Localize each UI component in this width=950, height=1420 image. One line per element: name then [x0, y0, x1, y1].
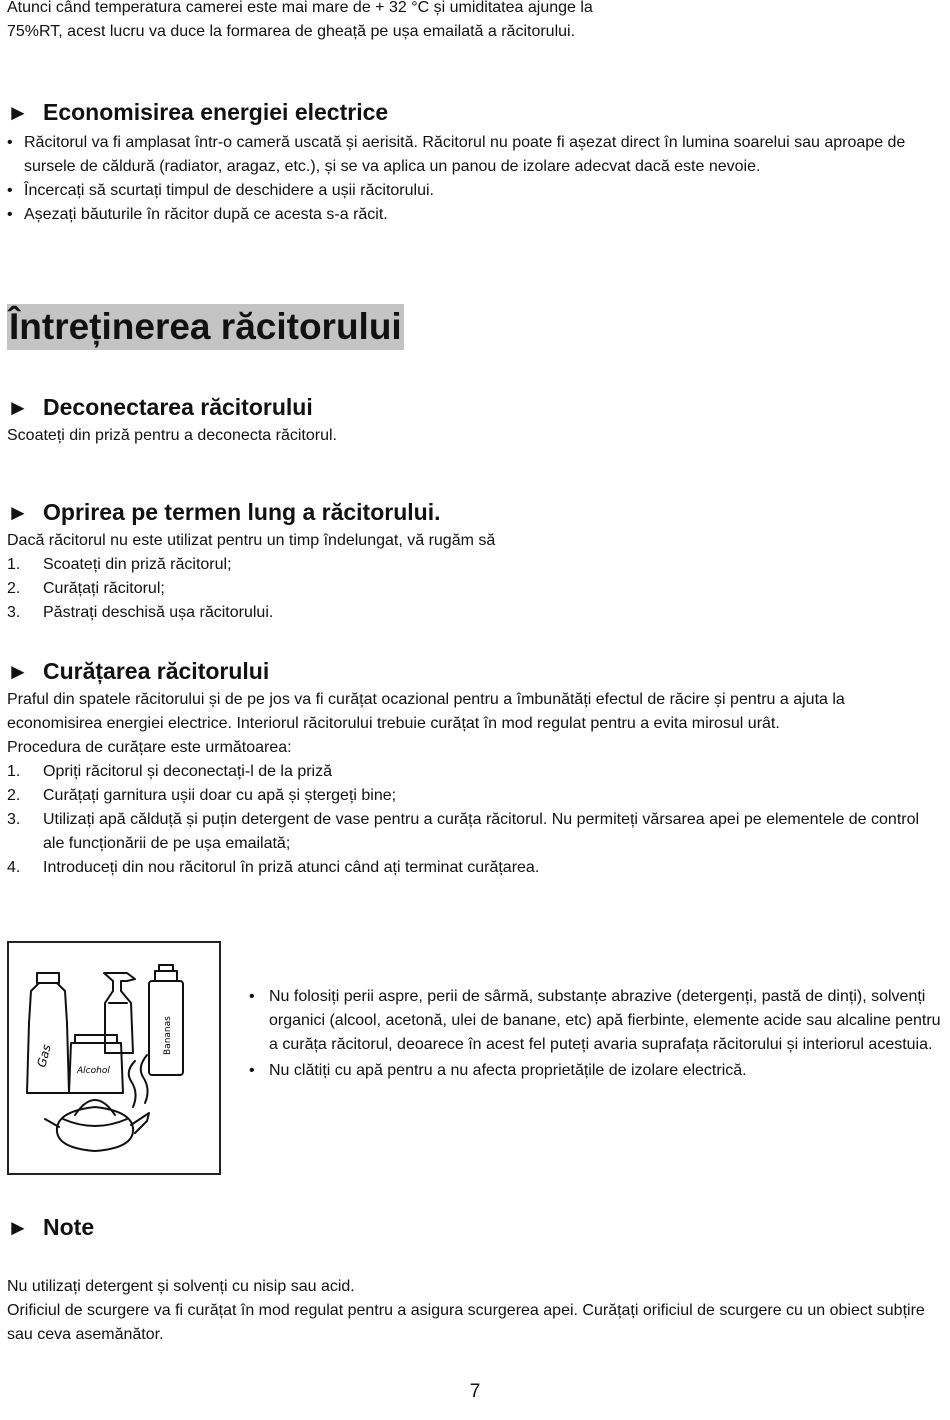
maintenance-heading: Întreținerea răcitorului	[7, 304, 404, 350]
note-title: Note	[43, 1214, 95, 1240]
longstop-intro: Dacă răcitorul nu este utilizat pentru un timp îndelungat, vă rugăm să	[7, 532, 496, 549]
energy-heading	[7, 98, 942, 127]
step-number: 2.	[7, 787, 21, 804]
energy-title: Economisirea energiei electrice	[43, 99, 389, 125]
arrow-icon: ►	[7, 659, 29, 684]
step-text: Utilizați apă călduță și puțin detergent de vase pentru a curăța răcitorul. Nu permiteți vărsarea apei pe elementele de control ale funcționării de pe ușa emailată;	[43, 811, 920, 852]
warning-1: • Nu folosiți perii aspre, perii de sârmă, substanțe abrazive (detergenți, pastă de dinți), solvenți organici (alcool, acetonă, ulei de banane, etc) apă fierbinte, elemente acide sau alcaline pentru a curăța răcitorul, deoarece în acest fel puteți avaria suprafața răcitorului și interiorul acestuia.	[249, 985, 945, 1057]
alcohol-label: Alcohol	[77, 1066, 110, 1076]
note-line-1: Nu utilizați detergent și solvenți cu nisip sau acid.	[7, 1278, 355, 1295]
cleaning-para-1: Praful din spatele răcitorului și de pe jos va fi curățat ocazional pentru a îmbunătăți efectul de răcire și pentru a ajuta la economisirea energiei electrice. Interiorul răcitorului trebuie curățat în mod regulat pentru a evita mirosul urât.	[7, 691, 845, 732]
arrow-icon: ►	[7, 100, 29, 125]
longstop-heading	[7, 498, 942, 527]
energy-bullet-3: • Așezați băuturile în răcitor după ce acesta s-a răcit.	[7, 203, 942, 227]
step-text: Scoateți din priză răcitorul;	[43, 556, 232, 573]
step-number: 2.	[7, 580, 21, 597]
cleaning-step-2	[7, 784, 942, 808]
energy-bullet-1: • Răcitorul va fi amplasat într-o cameră uscată și aerisită. Răcitorul nu poate fi așezat direct în lumina soarelui sau aproape de sursele de căldură (radiator, aragaz, etc.), și se va aplica un panou de izolare adecvat dacă este nevoie.	[7, 131, 942, 179]
step-number: 3.	[7, 604, 21, 621]
cleaning-body	[7, 688, 942, 880]
step-text: Curățați răcitorul;	[43, 580, 165, 597]
longstop-body	[7, 529, 942, 625]
disconnect-title: Deconectarea răcitorului	[43, 394, 313, 420]
cleaning-step-4	[7, 856, 942, 880]
step-number: 4.	[7, 859, 21, 876]
longstop-title: Oprirea pe termen lung a răcitorului.	[43, 499, 441, 525]
gas-label: Gas	[34, 1043, 54, 1069]
step-number: 3.	[7, 811, 21, 828]
cleaning-heading	[7, 657, 942, 686]
step-text: Opriți răcitorul și deconectați-l de la priză	[43, 763, 333, 780]
step-text: Curățați garnitura ușii doar cu apă și ștergeți bine;	[43, 787, 397, 804]
energy-bullet-2: • Încercați să scurtați timpul de deschidere a ușii răcitorului.	[7, 179, 942, 203]
note-heading	[7, 1213, 942, 1242]
intro-line-2: 75%RT, acest lucru va duce la formarea de gheață pe ușa emailată a răcitorului.	[7, 23, 576, 40]
step-text: Introduceți din nou răcitorul în priză atunci când ați terminat curățarea.	[43, 859, 540, 876]
cleaning-products-icon	[9, 943, 219, 1173]
disconnect-body	[7, 424, 942, 448]
disconnect-heading	[7, 393, 942, 422]
cleaning-products-illustration	[7, 941, 221, 1175]
warning-list	[249, 985, 945, 1083]
note-line-2: Orificiul de scurgere va fi curățat în mod regulat pentru a asigura scurgerea apei. Curățați orificiul de scurgere cu un obiect subțire sau ceva asemănător.	[7, 1302, 925, 1343]
energy-bullets	[7, 131, 942, 227]
bananas-label: Bananas	[163, 1016, 173, 1055]
cleaning-step-1	[7, 760, 942, 784]
arrow-icon: ►	[7, 500, 29, 525]
page-number: 7	[469, 1381, 481, 1402]
cleaning-title: Curățarea răcitorului	[43, 658, 270, 684]
note-body	[7, 1275, 942, 1347]
step-text: Păstrați deschisă ușa răcitorului.	[43, 604, 274, 621]
cleaning-para-2: Procedura de curățare este următoarea:	[7, 739, 292, 756]
cleaning-step-3	[7, 808, 942, 856]
arrow-icon: ►	[7, 395, 29, 420]
arrow-icon: ►	[7, 1215, 29, 1240]
warning-2: • Nu clătiți cu apă pentru a nu afecta proprietățile de izolare electrică.	[249, 1059, 945, 1083]
disconnect-text: Scoateți din priză pentru a deconecta răcitorul.	[7, 427, 337, 444]
step-number: 1.	[7, 556, 21, 573]
longstop-step-2	[7, 577, 942, 601]
longstop-step-3	[7, 601, 942, 625]
maintenance-heading-wrap	[7, 304, 942, 350]
intro-line-1: Atunci când temperatura camerei este mai mare de + 32 °C și umiditatea ajunge la	[7, 0, 593, 16]
longstop-step-1	[7, 553, 942, 577]
step-number: 1.	[7, 763, 21, 780]
intro-paragraph	[7, 0, 942, 44]
